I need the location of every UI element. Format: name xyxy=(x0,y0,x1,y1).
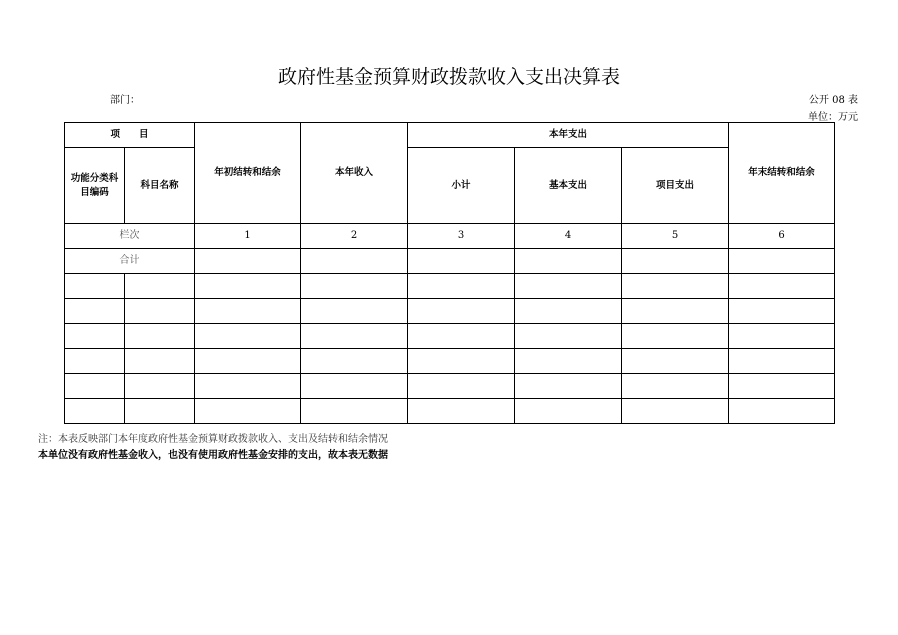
table-row xyxy=(65,349,835,374)
column-row-label: 栏次 xyxy=(65,224,195,249)
table-row xyxy=(65,299,835,324)
table-cell xyxy=(729,249,835,274)
header-project-expense: 项目支出 xyxy=(622,148,729,224)
table-cell xyxy=(515,249,622,274)
table-row xyxy=(65,399,835,424)
table-row xyxy=(65,324,835,349)
column-number: 4 xyxy=(515,224,622,249)
header-begin-balance: 年初结转和结余 xyxy=(195,123,301,224)
column-number: 3 xyxy=(408,224,515,249)
header-end-balance: 年末结转和结余 xyxy=(729,123,835,224)
header-basic-expense: 基本支出 xyxy=(515,148,622,224)
column-number: 5 xyxy=(622,224,729,249)
header-project: 项 目 xyxy=(65,123,195,148)
page-title: 政府性基金预算财政拨款收入支出决算表 xyxy=(277,66,620,88)
column-number: 6 xyxy=(729,224,835,249)
table-row xyxy=(65,374,835,399)
header-subject-name: 科目名称 xyxy=(125,148,195,224)
header-expense: 本年支出 xyxy=(408,123,729,148)
form-code: 公开 08 表 xyxy=(808,95,858,106)
table-cell xyxy=(301,249,408,274)
table-row xyxy=(65,274,835,299)
unit-label: 单位：万元 xyxy=(808,112,858,123)
table-cell xyxy=(195,249,301,274)
note-no-data: 本单位没有政府性基金收入，也没有使用政府性基金安排的支出，故本表无数据 xyxy=(38,450,388,461)
header-func-code: 功能分类科目编码 xyxy=(65,148,125,224)
column-number: 2 xyxy=(301,224,408,249)
header-subtotal: 小计 xyxy=(408,148,515,224)
budget-table xyxy=(64,122,835,424)
note-description: 注：本表反映部门本年度政府性基金预算财政拨款收入、支出及结转和结余情况 xyxy=(38,434,388,445)
header-income: 本年收入 xyxy=(301,123,408,224)
table-cell xyxy=(408,249,515,274)
department-label: 部门： xyxy=(110,95,140,106)
total-row-label: 合计 xyxy=(65,249,195,274)
column-number: 1 xyxy=(195,224,301,249)
table-cell xyxy=(622,249,729,274)
